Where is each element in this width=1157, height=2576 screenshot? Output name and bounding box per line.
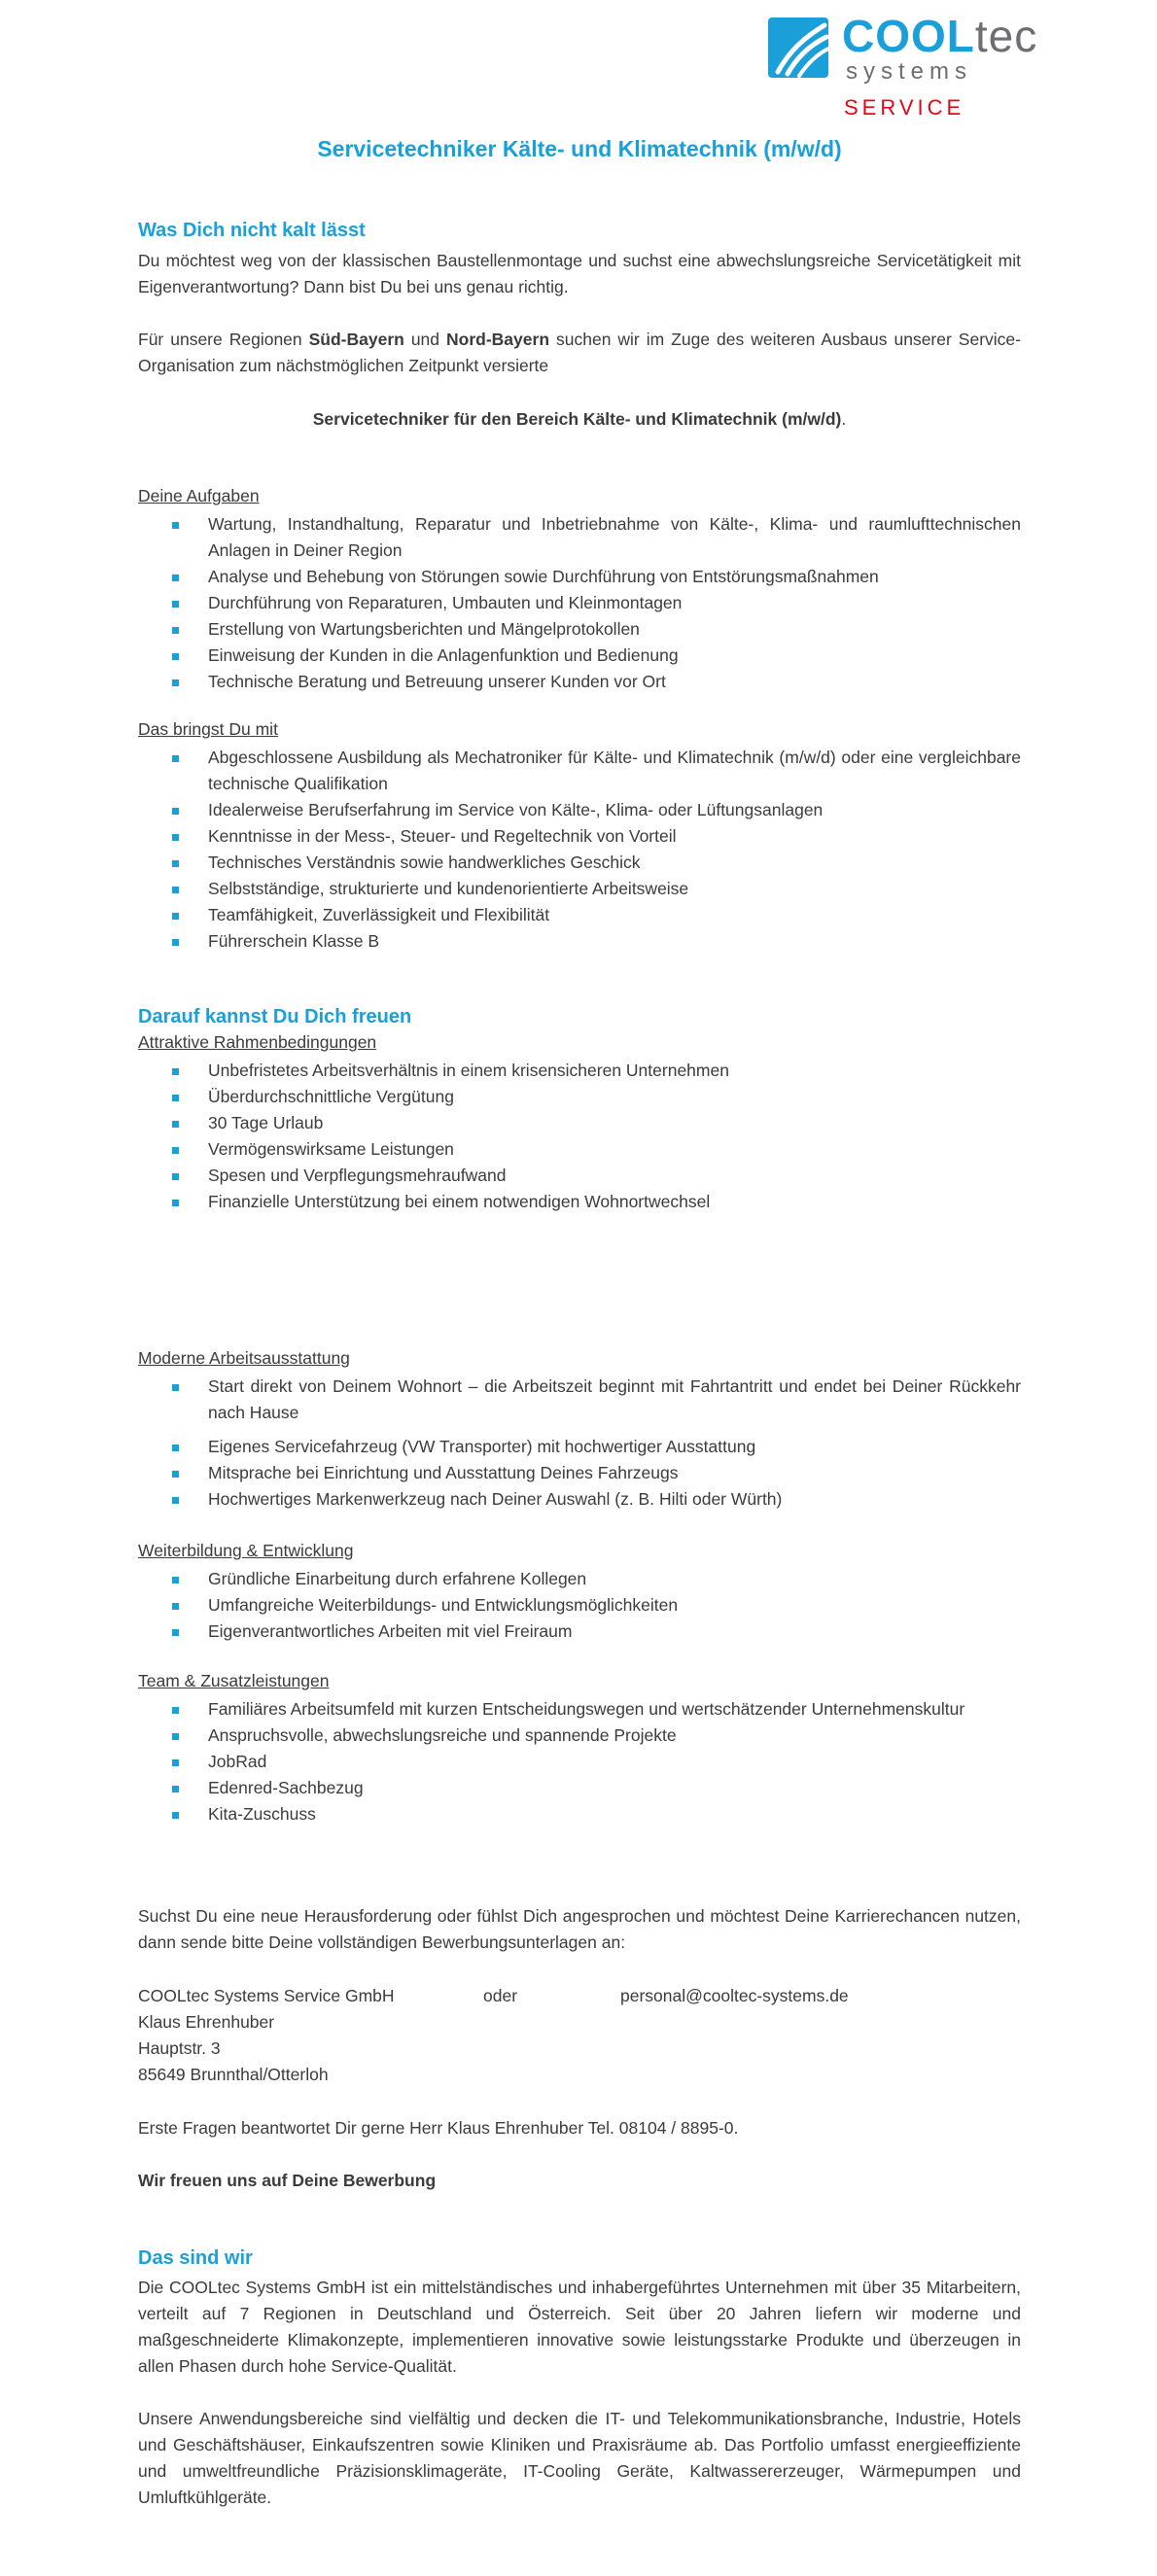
training-heading: Weiterbildung & Entwicklung (138, 1541, 354, 1560)
intro-p2-e: suchen wir im Zuge des weiteren Ausbaus unserer Service-Organisation zum nächstmöglichen Zeitpunkt versierte (138, 330, 1021, 375)
list-item: Kenntnisse in der Mess-, Steuer- und Regeltechnik von Vorteil (138, 823, 1021, 850)
list-item: 30 Tage Urlaub (138, 1110, 1021, 1136)
application-email-link[interactable]: personal@cooltec-systems.de (620, 1986, 849, 2005)
requirements-heading: Das bringst Du mit (138, 719, 278, 739)
or-text: oder (483, 1986, 518, 2005)
list-item: Führerschein Klasse B (138, 928, 1021, 955)
list-item: Edenred-Sachbezug (138, 1775, 1021, 1801)
logo-wave-icon (768, 17, 828, 78)
equipment-list (138, 1374, 1021, 1513)
list-item: Abgeschlossene Ausbildung als Mechatroniker für Kälte- und Klimatechnik (m/w/d) oder eine vergleichbare technische Qualifikation (138, 745, 1021, 797)
list-item: Anspruchsvolle, abwechslungsreiche und spannende Projekte (138, 1723, 1021, 1749)
list-item: JobRad (138, 1749, 1021, 1775)
tasks-list (138, 511, 1021, 695)
list-item: Mitsprache bei Einrichtung und Ausstattung Deines Fahrzeugs (138, 1460, 1021, 1486)
logo-systems-text: systems (846, 58, 973, 85)
team-heading: Team & Zusatzleistungen (138, 1671, 330, 1690)
company-logo (768, 11, 1138, 121)
list-item: Analyse und Behebung von Störungen sowie Durchführung von Entstörungsmaßnahmen (138, 564, 1021, 590)
list-item: Spesen und Verpflegungsmehraufwand (138, 1163, 1021, 1189)
contact-city: 85649 Brunnthal/Otterloh (138, 2065, 329, 2084)
closing-text: Wir freuen uns auf Deine Bewerbung (138, 2171, 437, 2190)
list-item: Hochwertiges Markenwerkzeug nach Deiner Auswahl (z. B. Hilti oder Würth) (138, 1486, 1021, 1513)
list-item: Idealerweise Berufserfahrung im Service von Kälte-, Klima- oder Lüftungsanlagen (138, 797, 1021, 823)
page-title: Servicetechniker Kälte- und Klimatechnik (m/w/d) (317, 136, 842, 161)
about-heading: Das sind wir (138, 2247, 253, 2269)
list-item: Vermögenswirksame Leistungen (138, 1136, 1021, 1163)
application-text: Suchst Du eine neue Herausforderung oder fühlst Dich angesprochen und möchtest Deine Karrierechancen nutzen, dann sende bitte Deine vollständigen Bewerbungsunterlagen an: (138, 1906, 1021, 1952)
list-item: Erstellung von Wartungsberichten und Mängelprotokollen (138, 616, 1021, 643)
contact-street: Hauptstr. 3 (138, 2038, 221, 2058)
position-suffix: . (841, 409, 847, 429)
list-item: Einweisung der Kunden in die Anlagenfunktion und Bedienung (138, 643, 1021, 669)
position-title: Servicetechniker für den Bereich Kälte- und Klimatechnik (m/w/d) (312, 409, 842, 429)
equipment-heading: Moderne Arbeitsausstattung (138, 1348, 350, 1368)
list-item: Teamfähigkeit, Zuverlässigkeit und Flexibilität (138, 902, 1021, 928)
list-item: Durchführung von Reparaturen, Umbauten und Kleinmontagen (138, 590, 1021, 616)
list-item: Technisches Verständnis sowie handwerkliches Geschick (138, 850, 1021, 876)
list-item: Technische Beratung und Betreuung unserer Kunden vor Ort (138, 669, 1021, 695)
company-name: COOLtec Systems Service GmbH (138, 1986, 395, 2005)
list-item: Überdurchschnittliche Vergütung (138, 1084, 1021, 1110)
list-item: Eigenes Servicefahrzeug (VW Transporter) mit hochwertiger Ausstattung (138, 1434, 1021, 1460)
team-list (138, 1696, 1021, 1828)
list-item: Umfangreiche Weiterbildungs- und Entwicklungsmöglichkeiten (138, 1592, 1021, 1619)
requirements-list (138, 745, 1021, 955)
list-item: Familiäres Arbeitsumfeld mit kurzen Entscheidungswegen und wertschätzender Unternehmenskultur (138, 1696, 1021, 1723)
list-item: Gründliche Einarbeitung durch erfahrene Kollegen (138, 1566, 1021, 1592)
intro-paragraph-2 (138, 327, 1021, 379)
contact-person: Klaus Ehrenhuber (138, 2012, 275, 2032)
intro-p2-c: und (403, 330, 447, 349)
questions-text: Erste Fragen beantwortet Dir gerne Herr Klaus Ehrenhuber Tel. 08104 / 8895-0. (138, 2118, 739, 2138)
region-north: Nord-Bayern (446, 330, 550, 349)
benefits-heading: Darauf kannst Du Dich freuen (138, 1006, 412, 1027)
contact-line-company (138, 1983, 1021, 2009)
list-item: Unbefristetes Arbeitsverhältnis in einem krisensicheren Unternehmen (138, 1058, 1021, 1084)
about-paragraph-2: Unsere Anwendungsbereiche sind vielfältig und decken die IT- und Telekommunikationsbranche, Industrie, Hotels und Geschäftshäuser, Einkaufszentren sowie Kliniken und Praxisräume ab. Das Portfolio umfasst energieeffiziente und umweltfreundliche Präzisionsklimageräte, IT-Cooling Geräte, Kaltwassererzeuger, Wärmepumpen und Umluftkühlgeräte. (138, 2409, 1021, 2507)
region-south: Süd-Bayern (308, 330, 404, 349)
intro-heading: Was Dich nicht kalt lässt (138, 220, 366, 241)
list-item: Eigenverantwortliches Arbeiten mit viel Freiraum (138, 1619, 1021, 1645)
list-item: Start direkt von Deinem Wohnort – die Arbeitszeit beginnt mit Fahrtantritt und endet bei Deiner Rückkehr nach Hause (138, 1374, 1021, 1426)
contact-block (138, 1983, 1021, 2088)
list-item: Selbstständige, strukturierte und kundenorientierte Arbeitsweise (138, 876, 1021, 902)
logo-service-text: SERVICE (844, 95, 965, 120)
list-item: Kita-Zuschuss (138, 1801, 1021, 1828)
logo-wordmark (842, 11, 1038, 61)
list-item: Finanzielle Unterstützung bei einem notwendigen Wohnortwechsel (138, 1189, 1021, 1215)
logo-cool-text: COOL (842, 11, 975, 61)
position-line (138, 406, 1021, 433)
logo-tec-text: tec (974, 11, 1038, 61)
about-paragraph-1: Die COOLtec Systems GmbH ist ein mittelständisches und inhabergeführtes Unternehmen mit über 35 Mitarbeitern, verteilt auf 7 Regionen in Deutschland und Österreich. Seit über 20 Jahren liefern wir moderne und maßgeschneiderte Klimakonzepte, implementieren innovative sowie leistungsstarke Produkte und überzeugen in allen Phasen durch hohe Service-Qualität. (138, 2278, 1021, 2376)
conditions-list (138, 1058, 1021, 1215)
training-list (138, 1566, 1021, 1645)
list-item: Wartung, Instandhaltung, Reparatur und Inbetriebnahme von Kälte-, Klima- und raumlufttechnischen Anlagen in Deiner Region (138, 511, 1021, 564)
tasks-heading: Deine Aufgaben (138, 486, 260, 505)
intro-p2-a: Für unsere Regionen (138, 330, 309, 349)
conditions-heading: Attraktive Rahmenbedingungen (138, 1032, 377, 1052)
intro-paragraph-1: Du möchtest weg von der klassischen Baustellenmontage und suchst eine abwechslungsreiche Servicetätigkeit mit Eigenverantwortung? Dann bist Du bei uns genau richtig. (138, 251, 1021, 296)
